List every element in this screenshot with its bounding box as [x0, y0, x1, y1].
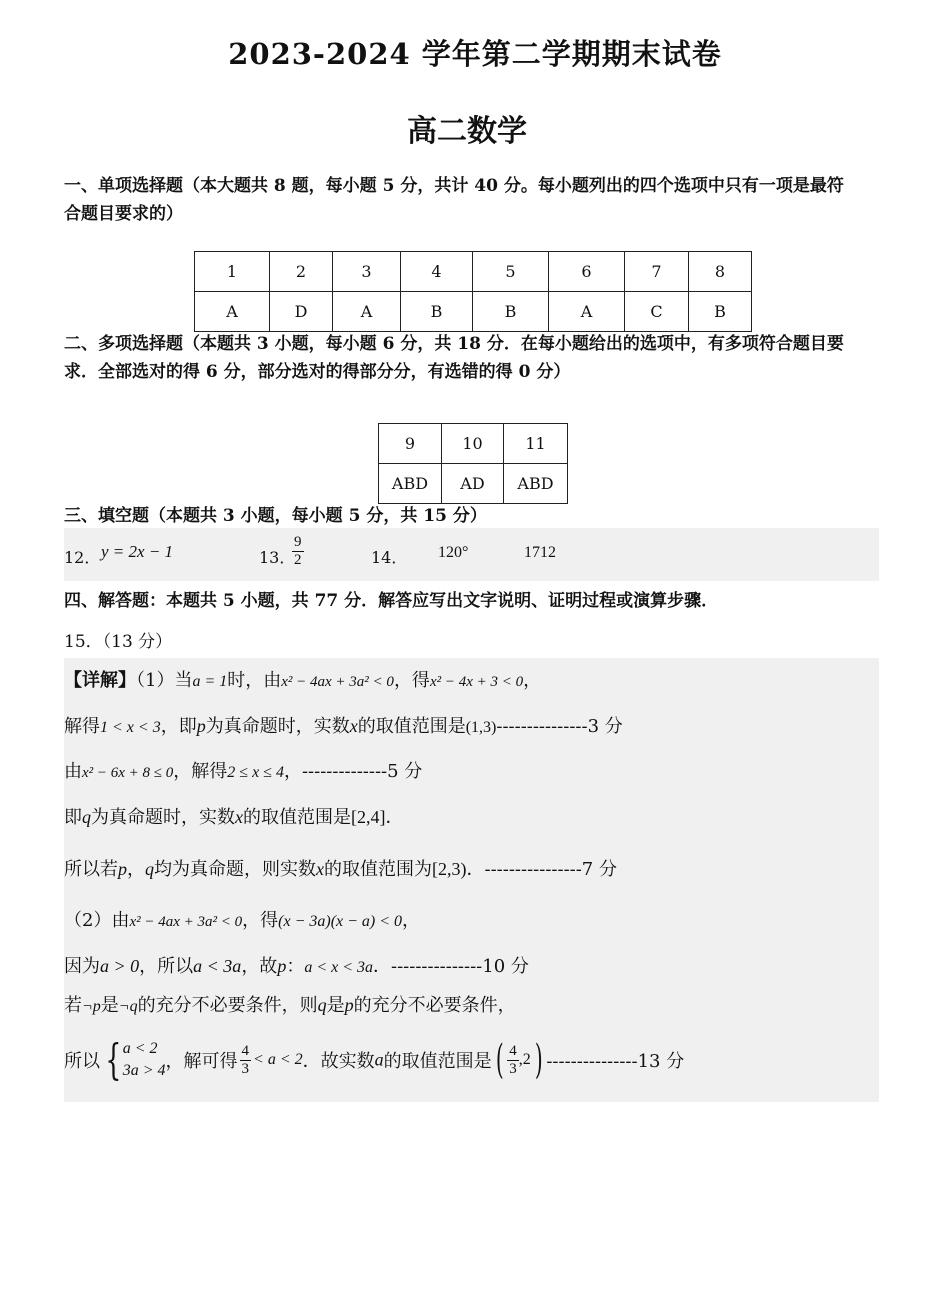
section1-answer-row — [195, 292, 752, 332]
s-l4-f: [2,4] — [351, 807, 386, 827]
s-l7-g: ： — [286, 956, 305, 977]
section2-heading-line2: 求．全部选对的得 6 分，部分选对的得部分分，有选错的得 0 分） — [64, 362, 571, 382]
q13-numerator: 9 — [294, 534, 302, 550]
s-l8-e: 的充分不必要条件，则 — [137, 995, 318, 1016]
s-l5-b: p — [118, 859, 127, 879]
s1-num-6: 6 — [549, 252, 625, 292]
s1-num-3: 3 — [333, 252, 401, 292]
s1-num-4: 4 — [401, 252, 473, 292]
solution-line-7 — [64, 952, 529, 978]
s-l2-g: 的取值范围是 — [357, 716, 466, 737]
s-l6-d: (x − 3a)(x − a) < 0 — [278, 913, 403, 930]
s-l4-c: 为真命题时，实数 — [91, 807, 235, 828]
s-l7-i: ．---------------10 分 — [373, 956, 529, 977]
s1-num-8: 8 — [689, 252, 752, 292]
s2-num-10: 10 — [442, 424, 504, 464]
section2-answer-row — [379, 464, 568, 504]
s-l9-g: ,2 — [518, 1051, 531, 1068]
s-l3-a: 由 — [64, 761, 82, 782]
s-l3-c: ，解得 — [173, 761, 228, 782]
frac2-num: 4 — [509, 1042, 517, 1059]
s1-ans-6: A — [549, 292, 625, 332]
section2-heading — [64, 330, 884, 386]
s-l1-f: x² − 4x + 3 < 0 — [429, 674, 524, 690]
s-l2-a: 解得 — [64, 716, 100, 737]
solution-line-6 — [64, 906, 420, 932]
s-l3-d: 2 ≤ x ≤ 4 — [227, 764, 284, 781]
s1-ans-2: D — [270, 292, 333, 332]
left-paren: ( — [495, 1037, 504, 1083]
s-l2-b: 1 < x < 3 — [100, 719, 161, 736]
s-l5-e: 均为真命题，则实数 — [154, 859, 316, 880]
s-l8-i: 的充分不必要条件， — [353, 995, 516, 1016]
inequality-system — [123, 1038, 166, 1082]
exam-title: 2023-2024 学年第二学期期末试卷 — [228, 37, 722, 71]
s-l1-g: ， — [523, 670, 542, 691]
section1-heading-line2: 合题目要求的） — [64, 204, 183, 224]
exam-subtitle: 高二数学 — [407, 114, 527, 149]
s-l4-g: ． — [385, 807, 404, 828]
s-l8-d: ¬q — [118, 998, 138, 1015]
s-l1-a: （1）当 — [136, 670, 193, 691]
q12-answer: y = 2x − 1 — [101, 542, 174, 561]
s-l2-e: 为真命题时，实数 — [205, 716, 350, 737]
s-l9-e: a — [374, 1049, 384, 1070]
frac-num: 4 — [241, 1042, 250, 1059]
s1-ans-3: A — [333, 292, 401, 332]
q13-label: 13． — [259, 548, 296, 567]
s1-num-1: 1 — [195, 252, 270, 292]
s-l4-e: 的取值范围是 — [243, 807, 351, 828]
solution-line-5 — [64, 855, 617, 881]
s-l8-g: 是 — [326, 995, 345, 1016]
s-l7-c: ，所以 — [139, 956, 194, 977]
s-l9-c: < a < 2 — [253, 1051, 303, 1068]
solution-line-9 — [64, 1035, 685, 1084]
s-l6-e: ， — [402, 910, 421, 931]
s-l1-d: x² − 4ax + 3a² < 0 — [281, 674, 394, 690]
s-l7-d: a < 3a — [193, 956, 242, 976]
solution-line-8 — [64, 991, 516, 1017]
s-l8-b: ¬p — [82, 998, 101, 1015]
s-l9-f: 的取值范围是 — [383, 1051, 492, 1072]
frac2-den: 3 — [509, 1060, 517, 1077]
frac-den: 3 — [241, 1060, 250, 1077]
interval-fraction — [507, 1043, 519, 1078]
s-l1-c: 时，由 — [227, 670, 282, 691]
s-l7-a: 因为 — [64, 956, 100, 977]
s-l2-f: x — [349, 716, 358, 736]
system-eq-1: a < 2 — [122, 1040, 158, 1057]
s-l5-i: ．----------------7 分 — [466, 859, 617, 880]
s-l6-b: x² − 4ax + 3a² < 0 — [129, 914, 243, 930]
s1-num-7: 7 — [625, 252, 689, 292]
section1-heading-line1: 一、单项选择题（本大题共 8 题，每小题 5 分，共计 40 分。每小题列出的四个选项中只有一项是最符 — [64, 176, 844, 196]
s-l9-d: ．故实数 — [302, 1051, 375, 1072]
solution-line-2 — [64, 712, 623, 738]
right-paren: ) — [534, 1037, 543, 1083]
s-l5-h: [2,3) — [432, 859, 467, 879]
s1-ans-8: B — [689, 292, 752, 332]
s1-ans-7: C — [625, 292, 689, 332]
solution-tag: 【详解】 — [64, 670, 136, 691]
section1-heading — [64, 172, 884, 228]
s-l2-c: ，即 — [160, 716, 197, 737]
four-thirds-fraction — [240, 1043, 252, 1078]
s-l9-b: ，解可得 — [165, 1051, 238, 1072]
q15-label: 15．（13 分） — [64, 632, 173, 652]
q12-label: 12． — [64, 548, 101, 567]
s-l5-d: q — [145, 859, 154, 879]
s-l4-a: 即 — [64, 807, 82, 828]
s1-num-5: 5 — [473, 252, 549, 292]
s1-num-2: 2 — [270, 252, 333, 292]
s-l7-b: a > 0 — [100, 956, 140, 976]
s2-num-9: 9 — [379, 424, 442, 464]
s2-num-11: 11 — [504, 424, 568, 464]
q13-denominator: 2 — [294, 552, 302, 568]
s-l8-c: 是 — [100, 995, 119, 1016]
s-l7-f: p — [277, 956, 287, 976]
s-l4-b: q — [82, 807, 91, 827]
s-l3-b: x² − 6x + 8 ≤ 0 — [82, 765, 174, 781]
solution-line-1 — [64, 666, 541, 692]
s-l8-h: p — [344, 995, 354, 1015]
s-l5-a: 所以若 — [64, 859, 118, 880]
s2-ans-10: AD — [442, 464, 504, 504]
section3-heading: 三、填空题（本题共 3 小题，每小题 5 分，共 15 分） — [64, 506, 487, 526]
section4-heading: 四、解答题：本题共 5 小题，共 77 分．解答应写出文字说明、证明过程或演算步骤． — [64, 591, 719, 611]
s1-ans-1: A — [195, 292, 270, 332]
system-brace: { — [105, 1035, 122, 1084]
solution-line-3 — [64, 757, 422, 783]
s-l3-e: ，--------------5 分 — [283, 761, 423, 782]
fill-blank-answers — [64, 528, 879, 581]
q14-label: 14． — [371, 548, 408, 567]
s-l8-f: q — [317, 995, 327, 1015]
s-l2-i: ---------------3 分 — [496, 716, 623, 737]
s2-ans-11: ABD — [504, 464, 568, 504]
q14-answer-b: 1712 — [524, 544, 556, 561]
s-l6-c: ，得 — [242, 910, 279, 931]
section1-number-row — [195, 252, 752, 292]
section1-answer-table — [194, 251, 752, 332]
s-l7-h: a < x < 3a — [304, 959, 374, 976]
s-l9-h: ---------------13 分 — [546, 1051, 685, 1072]
solution-line-4 — [64, 803, 404, 829]
s-l4-d: x — [235, 807, 243, 827]
s-l8-a: 若 — [64, 995, 82, 1016]
section2-number-row — [379, 424, 568, 464]
s-l2-h: (1,3) — [465, 719, 497, 736]
s-l5-c: ， — [127, 859, 145, 880]
s-l1-e: ，得 — [393, 670, 430, 691]
q13-fraction — [292, 534, 304, 569]
s-l7-e: ，故 — [241, 956, 278, 977]
s-l9-a: 所以 — [64, 1051, 100, 1072]
s-l5-f: x — [316, 859, 324, 879]
system-eq-2: 3a > 4 — [122, 1062, 166, 1079]
s-l2-d: p — [196, 716, 206, 736]
section2-heading-line1: 二、多项选择题（本题共 3 小题，每小题 6 分，共 18 分．在每小题给出的选项中，有多项符合题目要 — [64, 334, 844, 354]
s-l5-g: 的取值范围为 — [324, 859, 432, 880]
s1-ans-4: B — [401, 292, 473, 332]
s1-ans-5: B — [473, 292, 549, 332]
s2-ans-9: ABD — [379, 464, 442, 504]
q14-answer-a: 120° — [438, 544, 469, 561]
s-l6-a: （2）由 — [64, 910, 130, 931]
s-l1-b: a = 1 — [192, 673, 228, 690]
section2-answer-table — [378, 423, 568, 504]
